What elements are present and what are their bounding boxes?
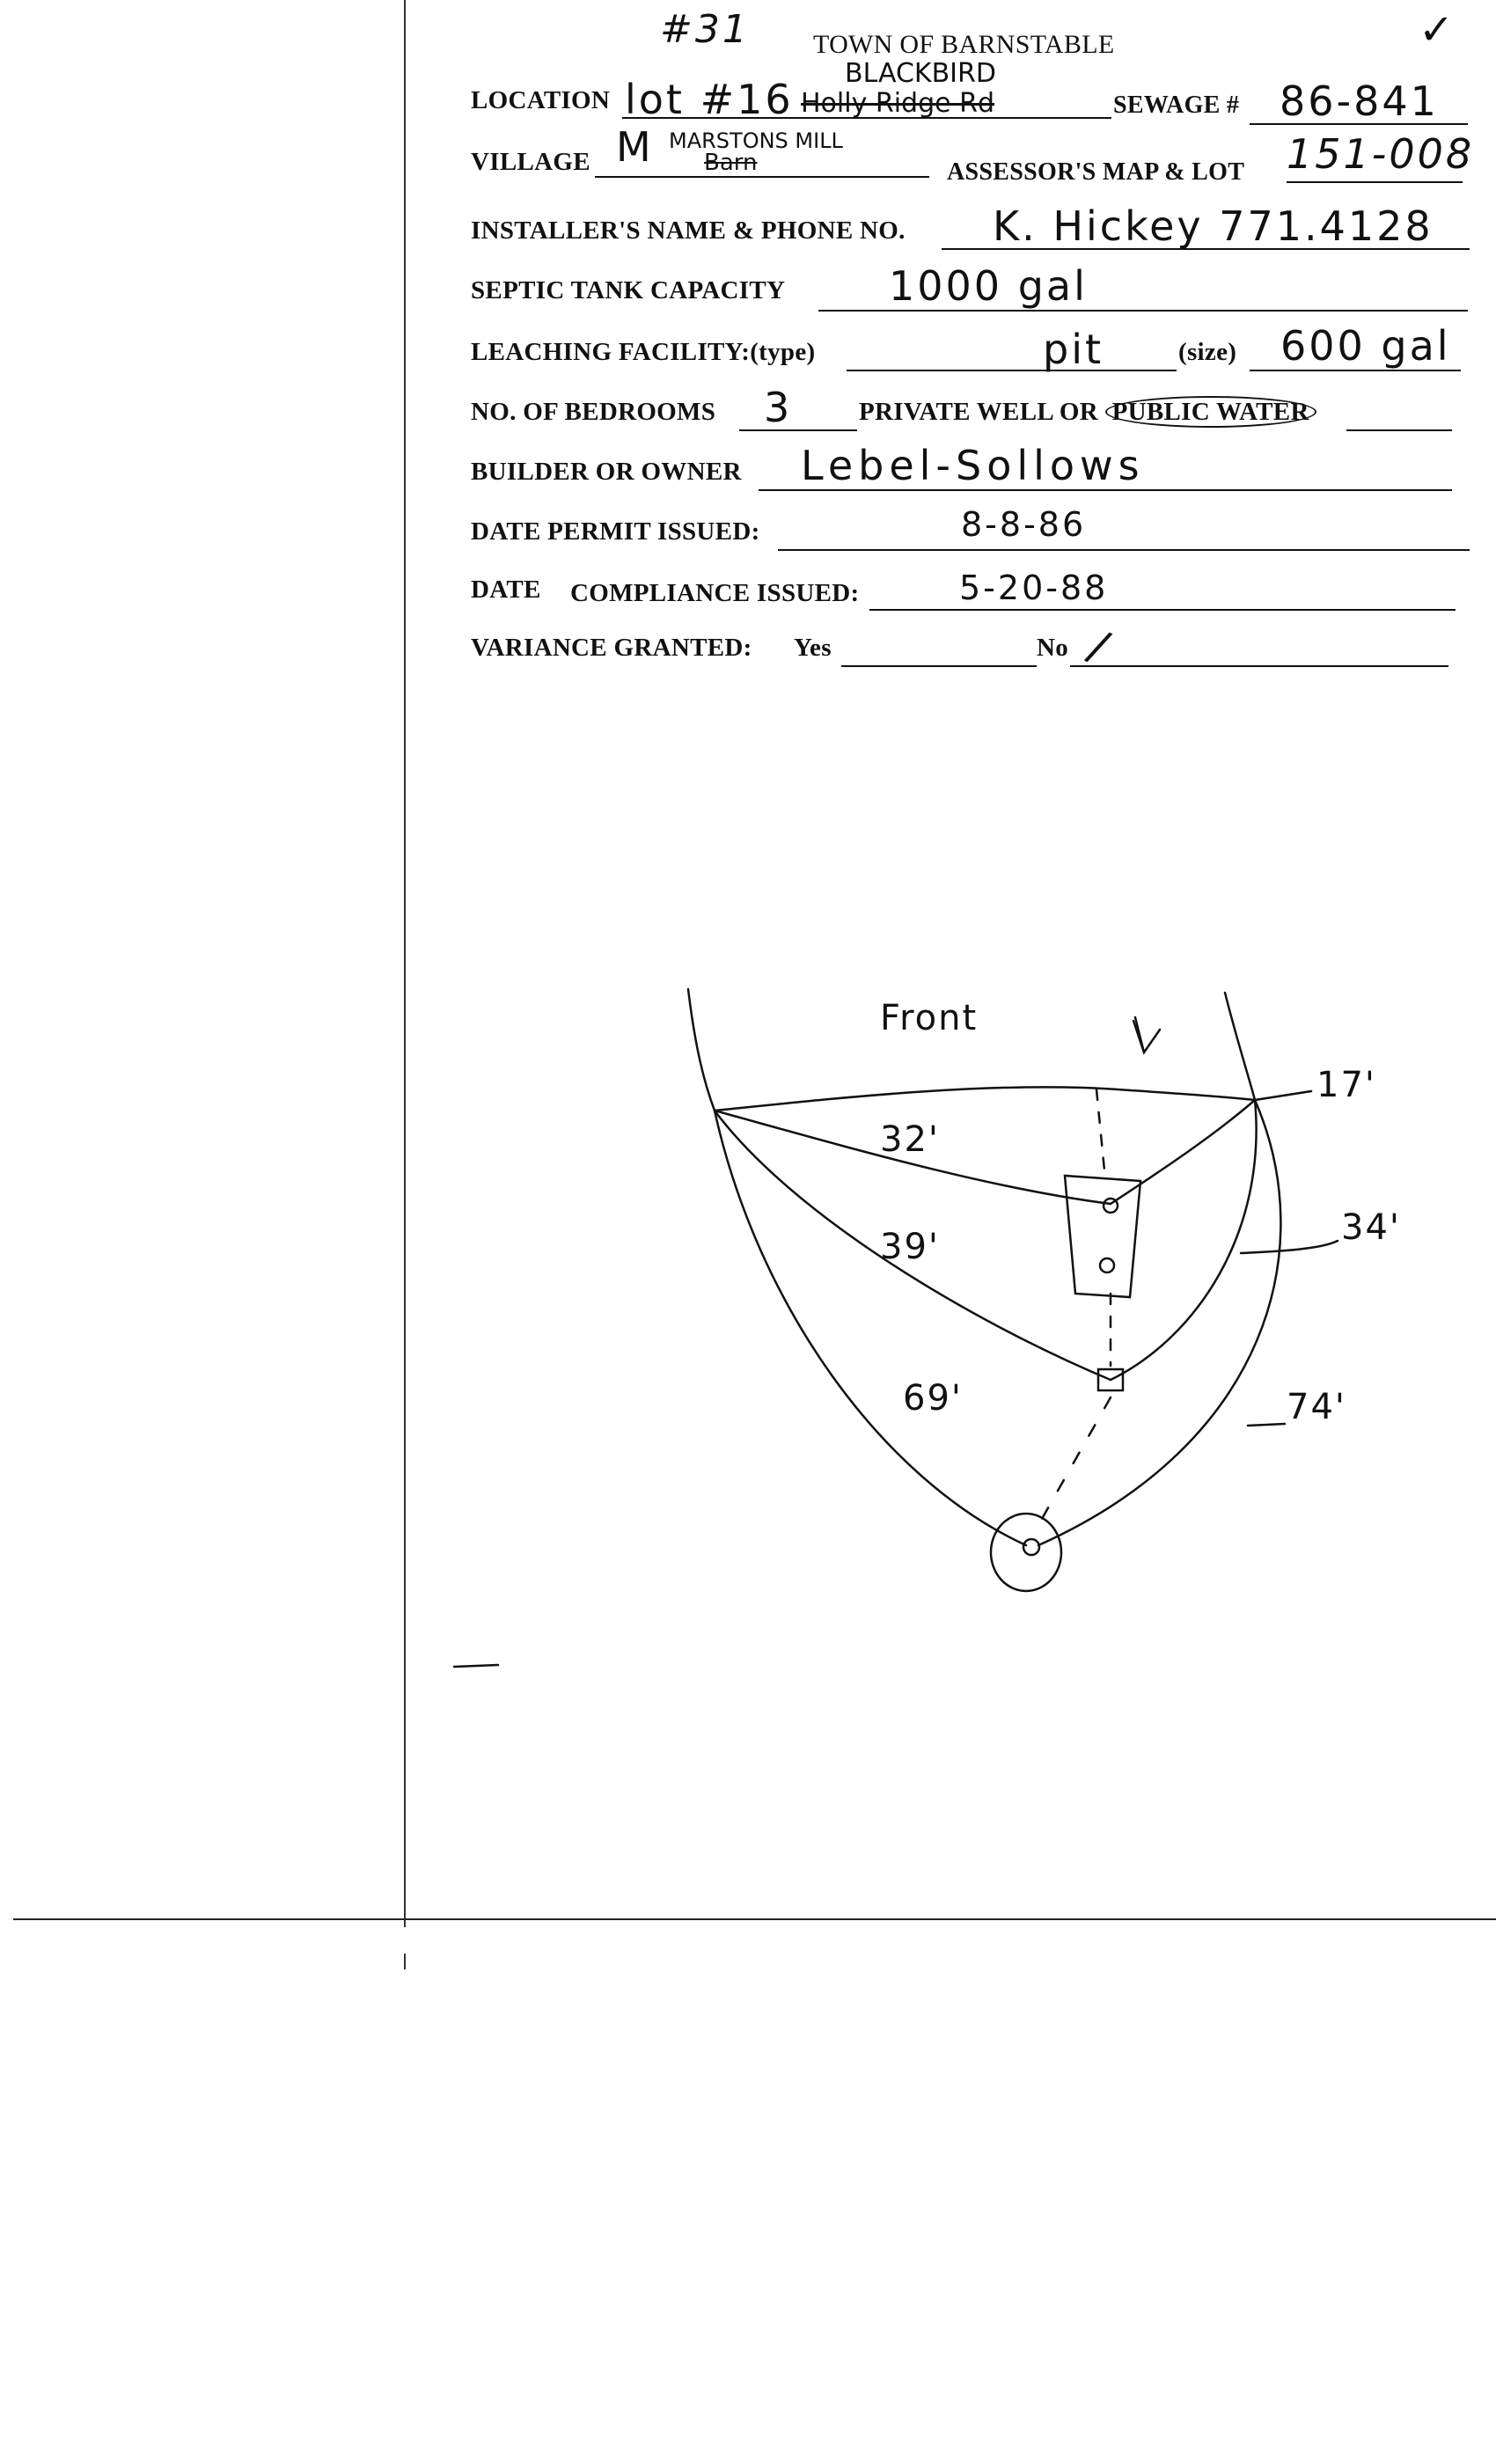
bedrooms-label: NO. OF BEDROOMS [471, 398, 716, 426]
dim-label-34: 34' [1341, 1207, 1401, 1248]
leaching-pit-inner [1023, 1539, 1039, 1555]
file-number: #31 [660, 7, 750, 52]
water-label-prefix: PRIVATE WELL OR [859, 398, 1099, 426]
installer-value: K. Hickey 771.4128 [993, 202, 1434, 250]
compliance-value: 5-20-88 [959, 568, 1109, 607]
dim-line-74 [1038, 1100, 1280, 1545]
lot-boundary-left [688, 989, 715, 1111]
leaching-size-value: 600 gal [1280, 322, 1451, 370]
village-label: VILLAGE [471, 148, 590, 176]
location-value: lot #16 [625, 76, 794, 123]
front-arrow-icon [1133, 1017, 1160, 1052]
leader-17 [1255, 1091, 1311, 1100]
tank-inlet [1104, 1199, 1118, 1213]
location-insert-text: BLACKBIRD [845, 58, 996, 89]
assessor-value: 151-008 [1287, 130, 1475, 178]
dim-label-69: 69' [903, 1378, 963, 1419]
location-label: LOCATION [471, 86, 611, 114]
dim-label-39: 39' [880, 1227, 940, 1267]
installer-label: INSTALLER'S NAME & PHONE NO. [471, 216, 906, 245]
leaching-type-value: pit [1043, 326, 1104, 373]
compliance-label: COMPLIANCE ISSUED: [570, 579, 860, 607]
dim-line-34 [1111, 1100, 1257, 1380]
village-value: M [616, 123, 654, 171]
permit-value: 8-8-86 [961, 505, 1087, 544]
water-label-circled: PUBLIC WATER [1105, 396, 1316, 428]
center-dashed-line [1096, 1089, 1105, 1179]
septic-tank-label: SEPTIC TANK CAPACITY [471, 276, 786, 304]
page-title: TOWN OF BARNSTABLE [813, 30, 1115, 59]
village-insert-text: MARSTONS MILL [669, 128, 843, 153]
variance-label: VARIANCE GRANTED: [471, 634, 752, 662]
center-dashed-line-3 [1035, 1397, 1111, 1531]
tank-outlet [1100, 1258, 1114, 1272]
location-struck-text: Holly Ridge Rd [801, 88, 995, 119]
permit-label: DATE PERMIT ISSUED: [471, 517, 760, 546]
front-label: Front [880, 998, 979, 1038]
dim-line-17 [1111, 1100, 1255, 1204]
builder-value: Lebel-Sollows [801, 442, 1145, 489]
variance-no-label: No [1037, 634, 1069, 662]
variance-no-mark: / [1081, 620, 1119, 674]
dim-label-32: 32' [880, 1119, 940, 1160]
septic-tank-shape [1065, 1176, 1140, 1297]
sewage-value: 86-841 [1280, 77, 1439, 125]
size-label: (size) [1178, 338, 1237, 366]
compliance-label-date: DATE [471, 576, 541, 604]
septic-tank-value: 1000 gal [889, 262, 1088, 310]
variance-yes-label: Yes [794, 634, 832, 662]
bedrooms-value: 3 [764, 384, 793, 431]
leaching-label: LEACHING FACILITY:(type) [471, 338, 816, 366]
assessor-label: ASSESSOR'S MAP & LOT [947, 158, 1245, 186]
lot-boundary-right [1225, 993, 1255, 1100]
leader-34 [1241, 1241, 1338, 1253]
house-front-line [715, 1087, 1255, 1111]
dim-label-17: 17' [1316, 1065, 1376, 1105]
builder-label: BUILDER OR OWNER [471, 458, 742, 486]
village-struck-text: Barn [704, 150, 758, 176]
leader-74 [1248, 1424, 1285, 1426]
dim-label-74: 74' [1287, 1387, 1346, 1427]
dim-line-69 [715, 1111, 1026, 1545]
sewage-label: SEWAGE # [1113, 92, 1240, 119]
check-mark: ✓ [1419, 5, 1457, 55]
